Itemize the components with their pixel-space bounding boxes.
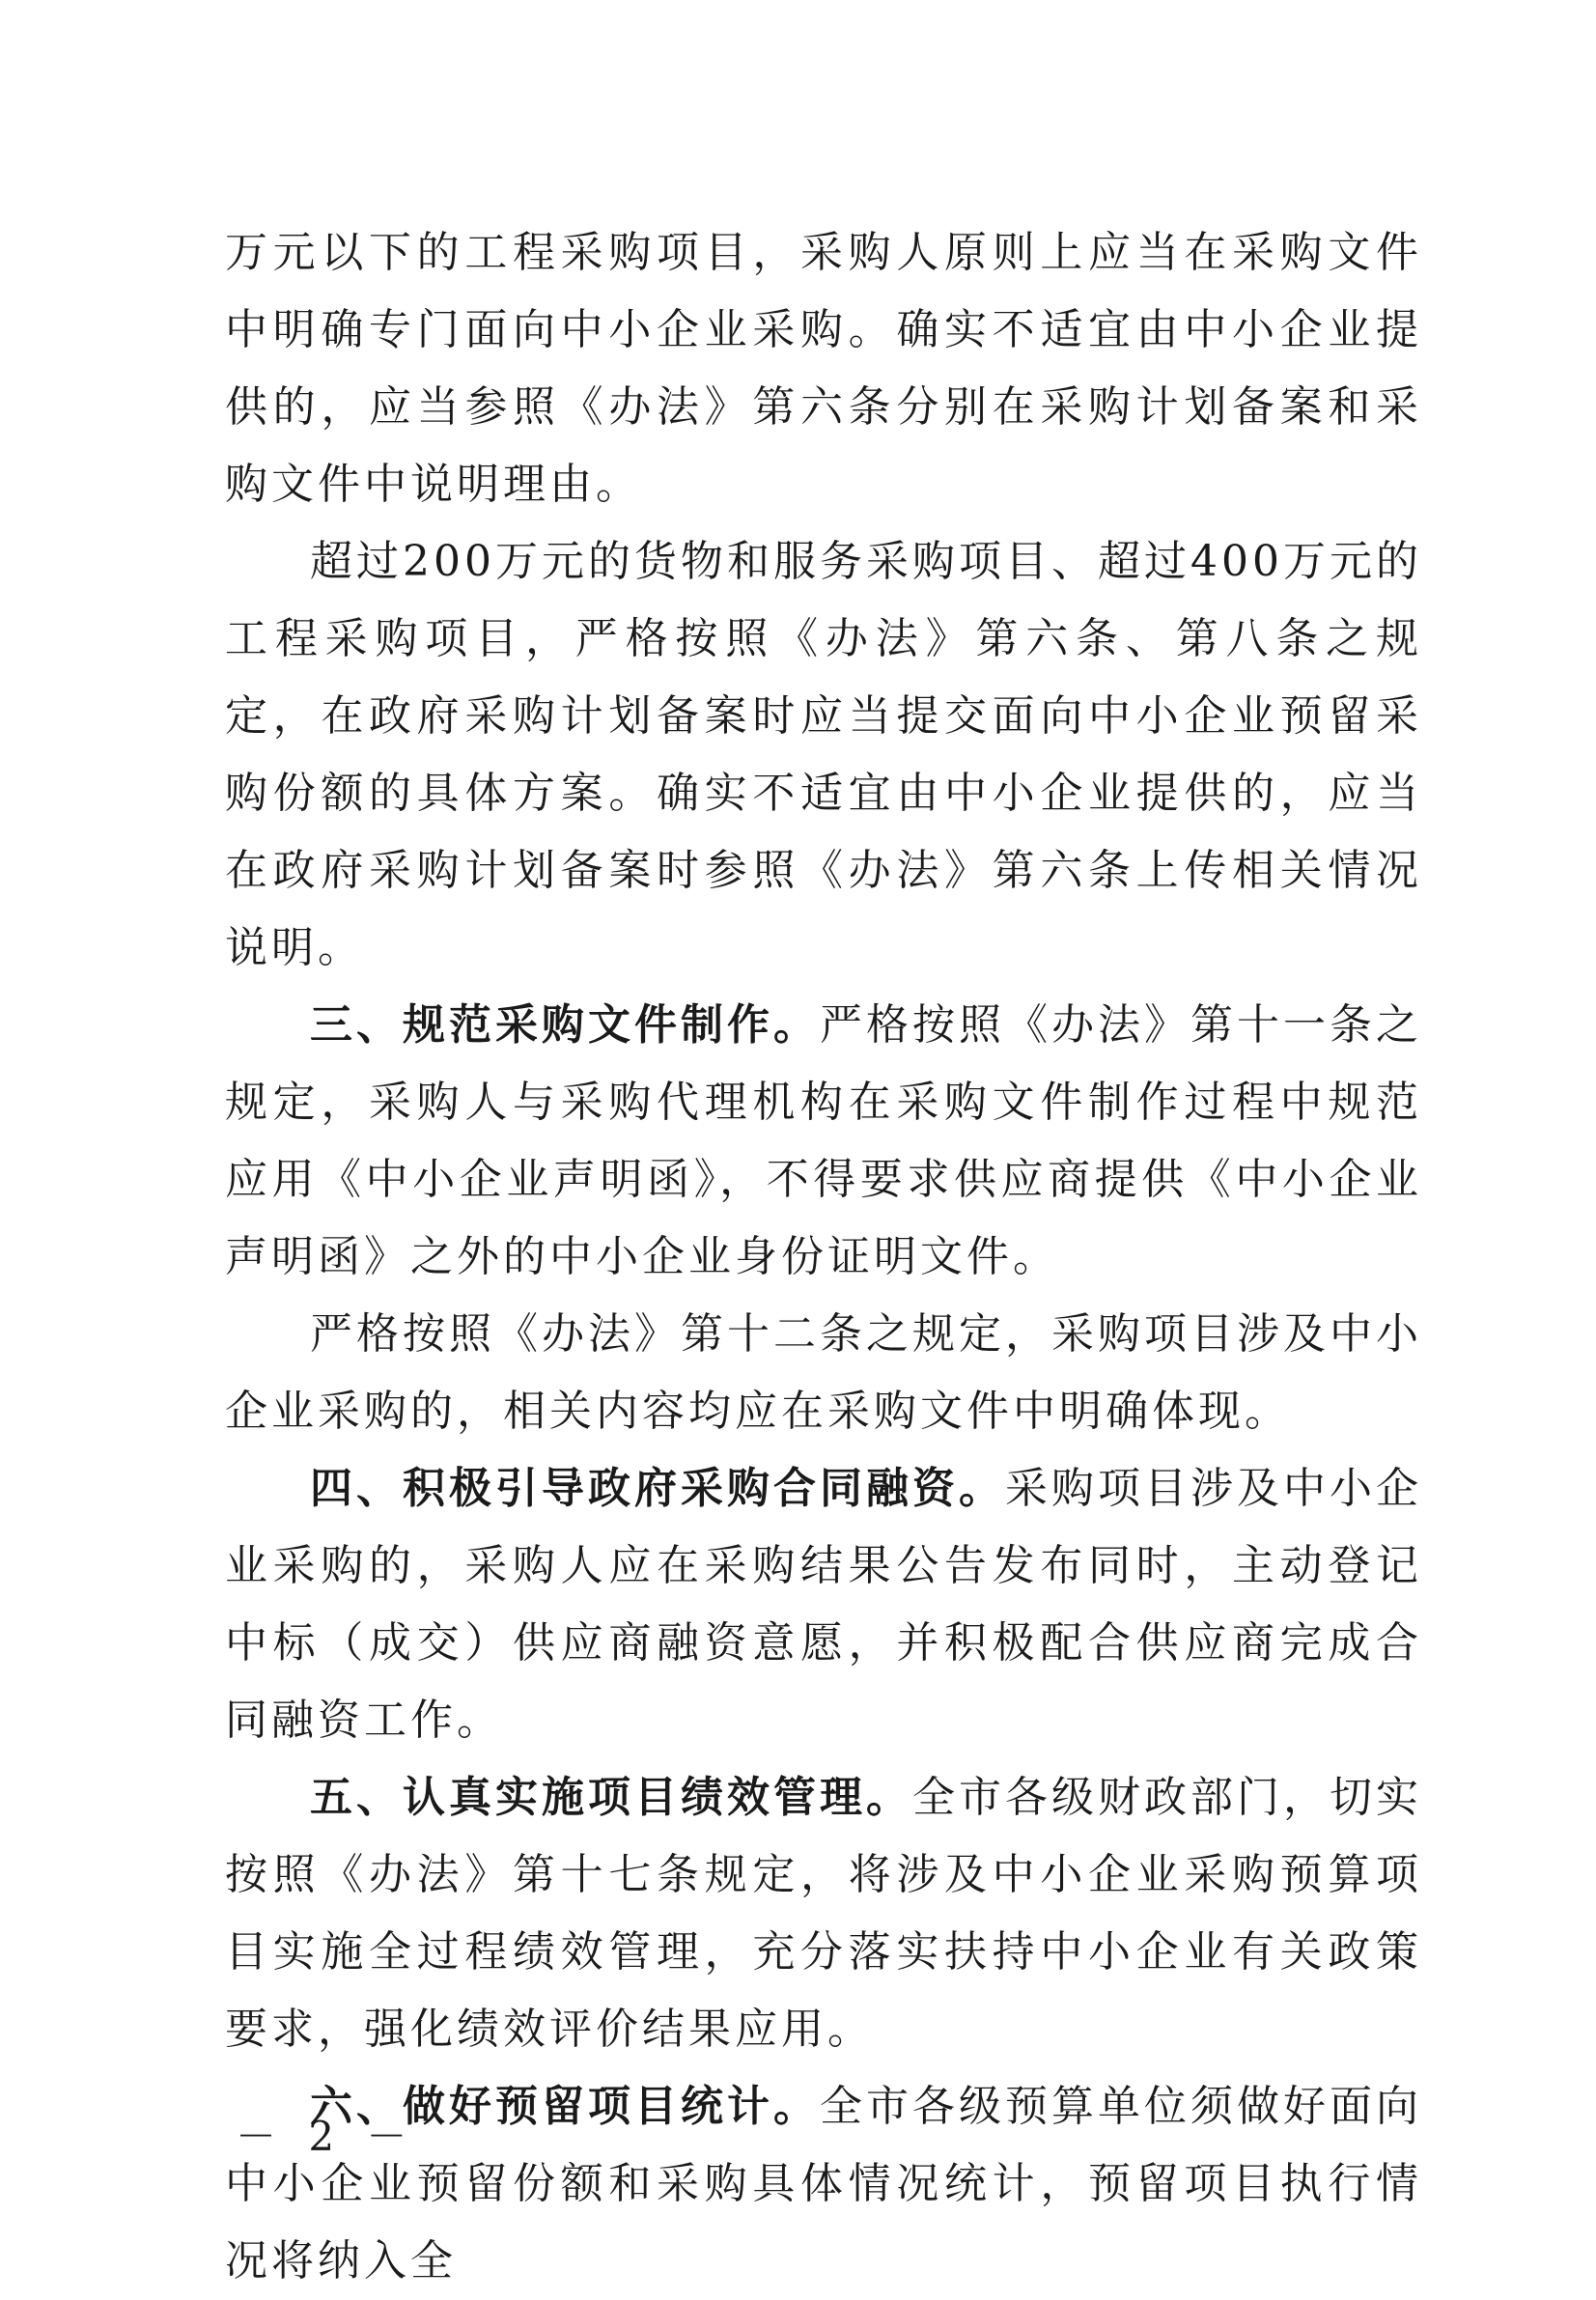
paragraph-text: 万元以下的工程采购项目，采购人原则上应当在采购文件中明确专门面向中小企业采购。确实不适宜由中小企业提供的，应当参照《办法》第六条分别在采购计划备案和采购文件中说明理由。 xyxy=(225,228,1422,509)
paragraph-text: 全市各级财政部门，切实按照《办法》第十七条规定，将涉及中小企业采购预算项目实施全过程绩效管理，充分落实扶持中小企业有关政策要求，强化绩效评价结果应用。 xyxy=(225,1773,1422,2054)
paragraph-text: 全市各级预算单位须做好面向中小企业预留份额和采购具体情况统计，预留项目执行情况将纳入全 xyxy=(225,2082,1422,2286)
paragraph-section-6 xyxy=(225,2068,1422,2300)
paragraph-text: 严格按照《办法》第十一条之规定，采购人与采购代理机构在采购文件制作过程中规范应用《中小企业声明函》，不得要求供应商提供《中小企业声明函》之外的中小企业身份证明文件。 xyxy=(225,1000,1422,1281)
document-body xyxy=(225,214,1422,2300)
paragraph-section-5 xyxy=(225,1759,1422,2068)
section-heading: 五、认真实施项目绩效管理。 xyxy=(310,1773,912,1822)
paragraph-section-4 xyxy=(225,1450,1422,1759)
paragraph-text: 超过200万元的货物和服务采购项目、超过400万元的工程采购项目，严格按照《办法》第六条、第八条之规定，在政府采购计划备案时应当提交面向中小企业预留采购份额的具体方案。确实不适宜由中小企业提供的，应当在政府采购计划备案时参照《办法》第六条上传相关情况说明。 xyxy=(225,537,1422,972)
paragraph-text: 采购项目涉及中小企业采购的，采购人应在采购结果公告发布同时，主动登记中标（成交）供应商融资意愿，并积极配合供应商完成合同融资工作。 xyxy=(225,1464,1422,1745)
section-heading: 三、规范采购文件制作。 xyxy=(310,1000,820,1050)
paragraph-continuation xyxy=(225,214,1422,523)
paragraph-oversized-projects xyxy=(225,523,1422,987)
paragraph-section-3 xyxy=(225,987,1422,1296)
section-heading: 四、积极引导政府采购合同融资。 xyxy=(310,1464,1005,1513)
page-number: － 2 － xyxy=(236,2113,417,2160)
paragraph-article-12 xyxy=(225,1296,1422,1450)
section-heading: 六、做好预留项目统计。 xyxy=(310,2082,820,2131)
paragraph-text: 严格按照《办法》第十二条之规定，采购项目涉及中小企业采购的，相关内容均应在采购文件中明确体现。 xyxy=(225,1309,1422,1436)
